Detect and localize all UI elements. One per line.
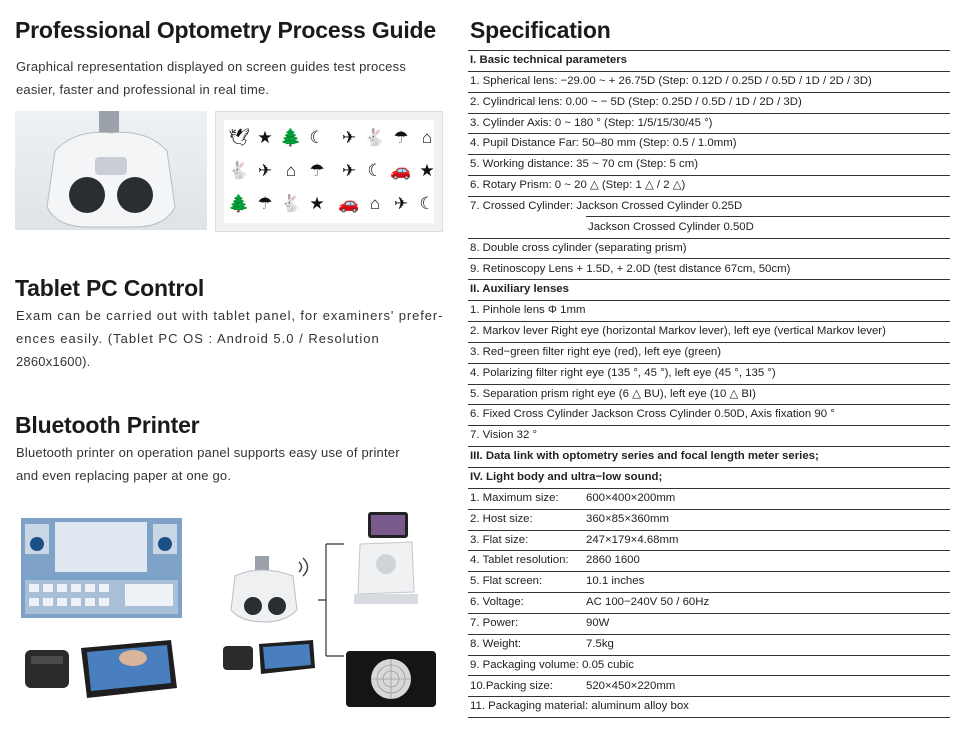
spec-row xyxy=(468,114,950,135)
spec-row xyxy=(468,343,950,364)
spec-row-label: 1. Maximum size: xyxy=(470,491,559,504)
spec-row-label: III. Data link with optometry series and focal length meter series; xyxy=(470,450,819,463)
spec-row-label: I. Basic technical parameters xyxy=(470,54,628,66)
test-symbol-icon: 🌲 xyxy=(280,128,302,147)
test-symbol-icon: ⌂ xyxy=(421,128,433,147)
spec-row-label: 10.Packing size: xyxy=(470,679,553,692)
test-symbol-icon: ✈ xyxy=(341,128,357,147)
spec-row xyxy=(468,260,950,281)
spec-row-value: 360×85×360mm xyxy=(586,512,669,525)
spec-partial-rule xyxy=(586,216,950,217)
spec-row-label: 8. Double cross cylinder (separating prism) xyxy=(470,241,687,254)
test-symbol-icon: ☾ xyxy=(309,128,325,147)
spec-row-value: 520×450×220mm xyxy=(586,679,676,692)
spec-row xyxy=(468,155,950,176)
test-symbol-icon: ☾ xyxy=(367,161,383,180)
spec-row xyxy=(468,656,950,677)
printer-text xyxy=(16,441,400,487)
spec-row-label: Jackson Crossed Cylinder 0.50D xyxy=(588,220,754,233)
spec-row-label: 7. Vision 32 ° xyxy=(470,429,538,442)
spec-row xyxy=(468,134,950,155)
auto-refractor-image xyxy=(346,508,426,608)
spec-row xyxy=(468,677,950,698)
text-line: 2860x1600). xyxy=(16,354,91,369)
spec-row xyxy=(468,72,950,93)
test-symbol-icon: ★ xyxy=(419,161,435,180)
spec-row xyxy=(468,301,950,322)
spec-row-label: 2. Markov lever Right eye (horizontal Markov lever), left eye (vertical Markov lever) xyxy=(470,325,886,338)
printer-tablet-image xyxy=(21,628,182,704)
spec-row-label: 2. Cylindrical lens: 0.00 ~ − 5D (Step: 0.25D / 0.5D / 1D / 2D / 3D) xyxy=(470,95,802,108)
tablet-interface-image xyxy=(21,518,182,618)
test-symbol-icon: ★ xyxy=(309,194,325,213)
test-symbol-icon: ☾ xyxy=(419,194,435,213)
spec-row xyxy=(468,531,950,552)
spec-row-label: 3. Red−green filter right eye (red), left eye (green) xyxy=(470,345,722,358)
spec-row-label: II. Auxiliary lenses xyxy=(470,283,569,296)
spec-row xyxy=(468,593,950,614)
text-line: Exam can be carried out with tablet panel, for examiners' prefer- xyxy=(16,308,444,323)
test-symbol-icon: 🐇 xyxy=(228,161,250,180)
spec-row-label: 6. Fixed Cross Cylinder Jackson Cross Cylinder 0.50D, Axis fixation 90 ° xyxy=(470,408,835,421)
connector-lines xyxy=(316,540,346,660)
spec-row-label: 6. Voltage: xyxy=(470,596,524,609)
spec-row-label: 5. Working distance: 35 ~ 70 cm (Step: 5 cm) xyxy=(470,158,699,171)
phoropter-image xyxy=(15,111,207,230)
test-symbol-icon: 🐇 xyxy=(364,128,386,147)
spec-row-label: 7. Crossed Cylinder: Jackson Crossed Cylinder 0.25D xyxy=(470,199,743,212)
test-symbol-icon: ✈ xyxy=(341,161,357,180)
spec-row-label: 3. Cylinder Axis: 0 ~ 180 ° (Step: 1/5/15/30/45 °) xyxy=(470,116,713,129)
spec-row-value: 7.5kg xyxy=(586,637,614,650)
spec-row xyxy=(468,614,950,635)
test-symbol-icon: ✈ xyxy=(257,161,273,180)
spec-section-header xyxy=(468,280,950,301)
process-guide-text xyxy=(16,55,406,101)
spec-row-label: 6. Rotary Prism: 0 ~ 20 △ (Step: 1 △ / 2 △) xyxy=(470,179,686,192)
spec-row-label: 7. Power: xyxy=(470,616,519,629)
test-symbol-icon: 🌲 xyxy=(228,194,250,213)
spec-row-value: 10.1 inches xyxy=(586,575,645,588)
text-line: Bluetooth printer on operation panel supports easy use of printer xyxy=(16,445,400,460)
spec-title: Specification xyxy=(470,17,611,43)
spec-section-header xyxy=(468,468,950,489)
spec-section-header xyxy=(468,447,950,468)
spec-row xyxy=(468,405,950,426)
spec-row-label: 11. Packaging material: aluminum alloy box xyxy=(470,700,689,713)
spec-row xyxy=(468,322,950,343)
text-line: easier, faster and professional in real time. xyxy=(16,82,270,97)
spec-row xyxy=(468,697,950,718)
test-symbol-icon: 🐇 xyxy=(280,194,302,213)
test-symbol-icon: ⌂ xyxy=(285,161,297,180)
test-symbols-chart xyxy=(215,111,443,232)
text-line: ences easily. (Tablet PC OS : Android 5.0 / Resolution xyxy=(16,331,380,346)
spec-row-label: IV. Light body and ultra−low sound; xyxy=(470,471,663,483)
text-line: and even replacing paper at one go. xyxy=(16,468,232,483)
spec-row-value: 247×179×4.68mm xyxy=(586,533,679,546)
spec-row xyxy=(468,551,950,572)
spec-row xyxy=(468,197,950,217)
spec-row xyxy=(468,385,950,406)
test-symbol-icon: ☂ xyxy=(309,161,325,180)
spec-row xyxy=(468,510,950,531)
spec-row-label: 8. Weight: xyxy=(470,637,522,650)
spec-row-label: 1. Spherical lens: −29.00 ~ + 26.75D (Step: 0.12D / 0.25D / 0.5D / 1D / 2D / 3D) xyxy=(470,74,872,87)
spec-row xyxy=(468,93,950,114)
spec-row-label: 4. Pupil Distance Far: 50–80 mm (Step: 0.5 / 1.0mm) xyxy=(470,137,737,150)
spec-row-label: 5. Flat screen: xyxy=(470,575,543,588)
test-symbol-icon: 🚗 xyxy=(390,161,412,180)
spec-row xyxy=(468,364,950,385)
spec-row xyxy=(468,218,950,239)
spec-row xyxy=(468,239,950,260)
spec-row xyxy=(468,426,950,447)
spec-row-label: 9. Retinoscopy Lens + 1.5D, + 2.0D (test distance 67cm, 50cm) xyxy=(470,262,791,275)
spec-row xyxy=(468,635,950,656)
spec-row-label: 4. Polarizing filter right eye (135 °, 45 °), left eye (45 °, 135 °) xyxy=(470,366,776,379)
test-symbol-icon: 🕊 xyxy=(228,128,250,147)
section-title-tablet: Tablet PC Control xyxy=(15,275,205,301)
spec-row-value: 600×400×200mm xyxy=(586,491,676,504)
spec-section-header xyxy=(468,51,950,72)
test-symbol-icon: ✈ xyxy=(393,194,409,213)
phoropter-bluetooth-image xyxy=(221,548,315,626)
spec-row-value: AC 100−240V 50 / 60Hz xyxy=(586,596,710,609)
test-symbol-icon: 🚗 xyxy=(338,194,360,213)
section-title-printer: Bluetooth Printer xyxy=(15,412,200,438)
test-symbol-icon: ★ xyxy=(257,128,273,147)
spec-row-label: 4. Tablet resolution: xyxy=(470,554,569,567)
test-symbol-icon: ☂ xyxy=(393,128,409,147)
spec-row xyxy=(468,176,950,197)
spec-row xyxy=(468,572,950,593)
spec-row-label: 2. Host size: xyxy=(470,512,533,525)
spec-row xyxy=(468,489,950,510)
spec-row-label: 3. Flat size: xyxy=(470,533,529,546)
monitor-target-image xyxy=(346,651,436,707)
test-symbol-icon: ☂ xyxy=(257,194,273,213)
spec-row-label: 5. Separation prism right eye (6 △ BU), left eye (10 △ BI) xyxy=(470,387,756,400)
section-title-process-guide: Professional Optometry Process Guide xyxy=(15,17,436,43)
tablet-text xyxy=(16,304,443,373)
text-line: Graphical representation displayed on screen guides test process xyxy=(16,59,407,74)
spec-row-value: 90W xyxy=(586,616,610,629)
spec-row-label: 9. Packaging volume: 0.05 cubic xyxy=(470,658,634,671)
test-symbol-icon: ⌂ xyxy=(369,194,381,213)
spec-row-value: 2860 1600 xyxy=(586,554,640,567)
spec-row-label: 1. Pinhole lens Φ 1mm xyxy=(470,304,586,317)
printer-tablet-small-image xyxy=(221,638,315,676)
